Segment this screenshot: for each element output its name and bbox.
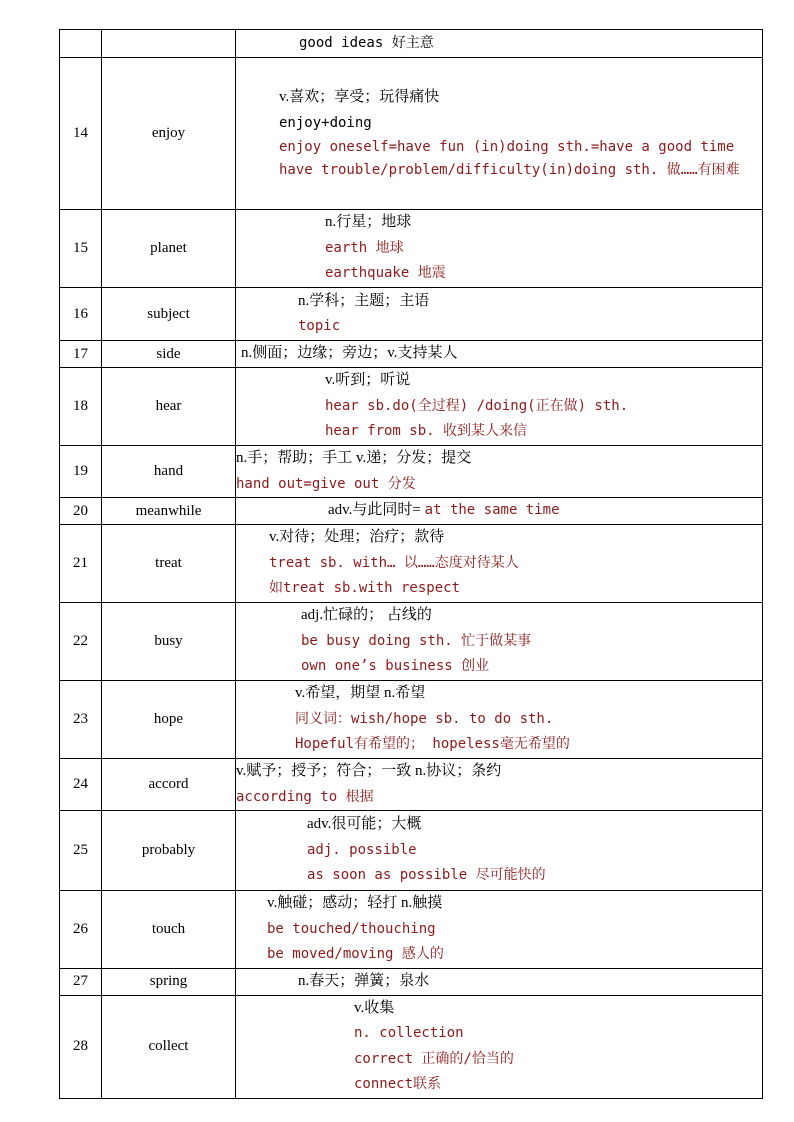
definition-line: according to 根据 bbox=[236, 788, 374, 805]
entry-definition bbox=[236, 58, 763, 210]
entry-definition bbox=[236, 681, 763, 759]
definition-line: n.侧面；边缘；旁边；v.支持某人 bbox=[241, 345, 458, 362]
entry-word: probably bbox=[102, 811, 236, 891]
entry-word bbox=[102, 30, 236, 58]
definition-line: v.赋予；授予；符合；一致 n.协议；条约 bbox=[236, 763, 502, 779]
definition-line: v.喜欢；享受；玩得痛快 bbox=[279, 89, 440, 105]
entry-definition bbox=[236, 891, 763, 969]
definition-line: enjoy oneself=have fun (in)doing sth.=have a good time bbox=[279, 139, 735, 155]
entry-definition bbox=[236, 759, 763, 811]
entry-number: 28 bbox=[60, 995, 102, 1098]
entry-word: treat bbox=[102, 525, 236, 603]
definition-line: correct 正确的/恰当的 bbox=[354, 1050, 514, 1067]
entry-number: 15 bbox=[60, 210, 102, 288]
entry-definition bbox=[236, 995, 763, 1098]
entry-number: 20 bbox=[60, 498, 102, 525]
vocabulary-table-body bbox=[60, 30, 763, 1099]
entry-word: side bbox=[102, 341, 236, 368]
definition-line: n.手；帮助；手工 v.递；分发；提交 bbox=[236, 450, 472, 466]
entry-word: hear bbox=[102, 368, 236, 446]
entry-word: hope bbox=[102, 681, 236, 759]
definition-line: have trouble/problem/difficulty(in)doing sth. 做……有困难 bbox=[279, 162, 740, 178]
table-row bbox=[60, 968, 763, 995]
entry-word: subject bbox=[102, 288, 236, 341]
entry-number: 26 bbox=[60, 891, 102, 969]
table-row bbox=[60, 30, 763, 58]
entry-word: spring bbox=[102, 968, 236, 995]
definition-line: v.对待；处理；治疗；款待 bbox=[269, 529, 445, 546]
entry-number: 14 bbox=[60, 58, 102, 210]
definition-line bbox=[236, 498, 762, 524]
table-row bbox=[60, 210, 763, 288]
definition-line: connect联系 bbox=[354, 1076, 442, 1092]
definition-line: as soon as possible 尽可能快的 bbox=[307, 867, 546, 884]
table-row bbox=[60, 603, 763, 681]
entry-word: collect bbox=[102, 995, 236, 1098]
entry-definition bbox=[236, 30, 763, 58]
definition-example: at the same time bbox=[424, 502, 560, 519]
vocabulary-table bbox=[59, 29, 763, 1099]
entry-word: planet bbox=[102, 210, 236, 288]
definition-line: v.触碰；感动；轻打 n.触摸 bbox=[267, 895, 443, 911]
entry-definition bbox=[236, 525, 763, 603]
definition-line: 如treat sb.with respect bbox=[269, 580, 461, 597]
entry-word: accord bbox=[102, 759, 236, 811]
entry-number: 23 bbox=[60, 681, 102, 759]
entry-definition bbox=[236, 446, 763, 498]
entry-number: 18 bbox=[60, 368, 102, 446]
table-row bbox=[60, 525, 763, 603]
table-row bbox=[60, 288, 763, 341]
definition-line: hear from sb. 收到某人来信 bbox=[325, 423, 528, 440]
entry-definition bbox=[236, 498, 763, 525]
entry-number: 19 bbox=[60, 446, 102, 498]
entry-number: 24 bbox=[60, 759, 102, 811]
entry-number: 22 bbox=[60, 603, 102, 681]
entry-number: 17 bbox=[60, 341, 102, 368]
table-row bbox=[60, 891, 763, 969]
entry-definition bbox=[236, 811, 763, 891]
definition-line: be moved/moving 感人的 bbox=[267, 946, 444, 962]
entry-definition bbox=[236, 968, 763, 995]
definition-line: 同义词：wish/hope sb. to do sth. bbox=[295, 710, 554, 727]
definition-line: be busy doing sth. 忙于做某事 bbox=[301, 632, 532, 649]
entry-number bbox=[60, 30, 102, 58]
entry-word: enjoy bbox=[102, 58, 236, 210]
definition-line: v.收集 bbox=[354, 999, 395, 1016]
table-row bbox=[60, 498, 763, 525]
definition-line: adj. possible bbox=[307, 841, 417, 858]
entry-number: 27 bbox=[60, 968, 102, 995]
table-row bbox=[60, 341, 763, 368]
entry-definition bbox=[236, 603, 763, 681]
table-row bbox=[60, 759, 763, 811]
table-row bbox=[60, 368, 763, 446]
entry-definition bbox=[236, 210, 763, 288]
table-row bbox=[60, 58, 763, 210]
table-row bbox=[60, 811, 763, 891]
entry-word: touch bbox=[102, 891, 236, 969]
definition-line: n.学科；主题；主语 bbox=[298, 292, 430, 309]
entry-definition bbox=[236, 341, 763, 368]
definition-line: n.春天；弹簧；泉水 bbox=[298, 972, 430, 989]
definition-line: hand out=give out 分发 bbox=[236, 475, 416, 492]
entry-word: hand bbox=[102, 446, 236, 498]
definition-line: be touched/thouching bbox=[267, 920, 436, 937]
entry-word: meanwhile bbox=[102, 498, 236, 525]
definition-line: topic bbox=[298, 318, 341, 334]
definition-line: hear sb.do(全过程) /doing(正在做) sth. bbox=[325, 397, 629, 414]
table-row bbox=[60, 681, 763, 759]
definition-line: n.行星；地球 bbox=[325, 214, 412, 231]
definition-line: v.听到；听说 bbox=[325, 372, 411, 389]
definition-line: adj.忙碌的； 占线的 bbox=[301, 607, 432, 624]
definition-line: n. collection bbox=[354, 1025, 464, 1041]
definition-line: Hopeful有希望的； hopeless毫无希望的 bbox=[295, 736, 570, 753]
definition-line: own one’s business 创业 bbox=[301, 658, 490, 675]
definition-line: treat sb. with… 以……态度对待某人 bbox=[269, 554, 519, 571]
entry-definition bbox=[236, 288, 763, 341]
entry-word: busy bbox=[102, 603, 236, 681]
definition-line: adv.很可能；大概 bbox=[307, 816, 422, 833]
definition-line: v.希望，期望 n.希望 bbox=[295, 685, 426, 702]
definition-line: earthquake 地震 bbox=[325, 265, 446, 282]
definition-line: good ideas 好主意 bbox=[299, 34, 434, 51]
entry-number: 21 bbox=[60, 525, 102, 603]
table-row bbox=[60, 446, 763, 498]
table-row bbox=[60, 995, 763, 1098]
definition-line: earth 地球 bbox=[325, 239, 404, 256]
definition-text: adv.与此同时= bbox=[328, 502, 425, 519]
entry-number: 25 bbox=[60, 811, 102, 891]
entry-number: 16 bbox=[60, 288, 102, 341]
entry-definition bbox=[236, 368, 763, 446]
definition-line: enjoy+doing bbox=[279, 114, 372, 131]
